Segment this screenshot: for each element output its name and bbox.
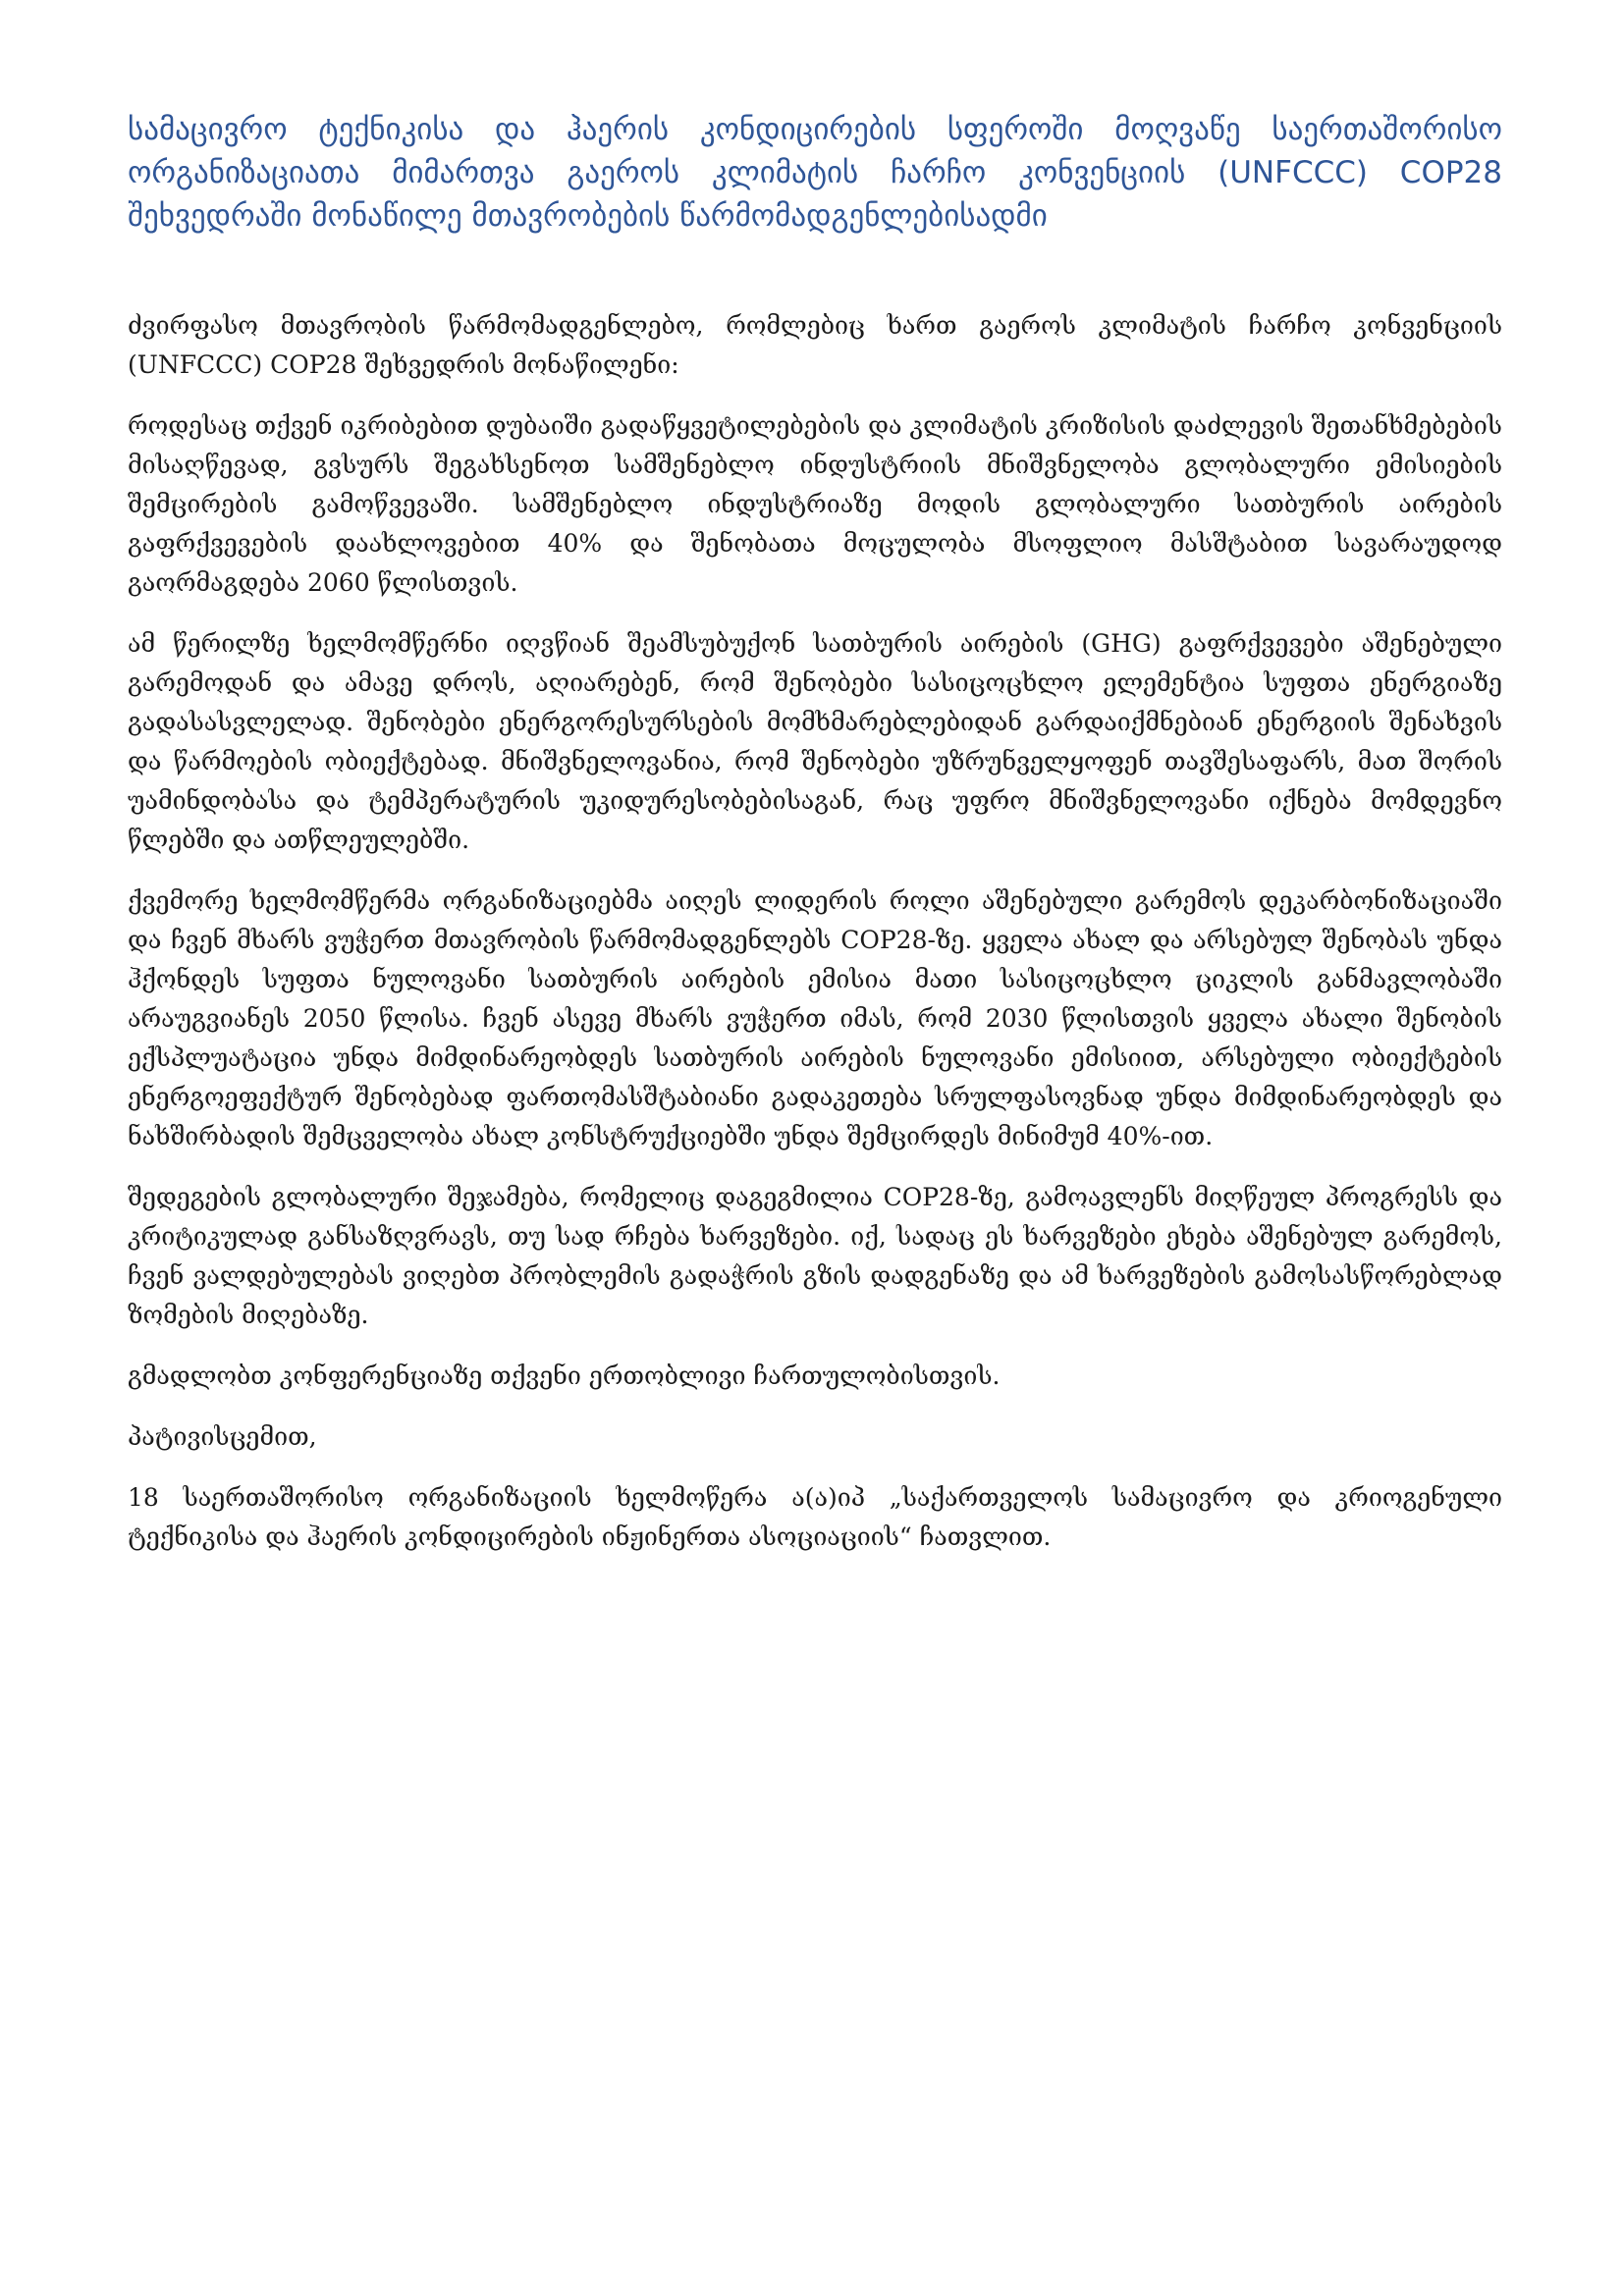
paragraph-global-stocktake: შედეგების გლობალური შეჯამება, რომელიც დაგეგმილია COP28-ზე, გამოავლენს მიღწეულ პროგრესს და კრიტიკულად განსაზღვრავს, თუ სად რჩება ხარვეზები. იქ, სადაც ეს ხარვეზები ეხება აშენებულ გარემოს, ჩვენ ვალდებულებას ვიღებთ პრობლემის გადაჭრის გზის დადგენაზე და ამ ხარვეზების გამოსასწორებლად ზომების მიღებაზე. [128, 1183, 1502, 1329]
document-page [128, 108, 1502, 1578]
paragraph-signatories: ამ წერილზე ხელმომწერნი იღვწიან შეამსუბუქონ სათბურის აირების (GHG) გაფრქვევები აშენებული გარემოდან და ამავე დროს, აღიარებენ, რომ შენობები სასიცოცხლო ელემენტია სუფთა ენერგიაზე გადასასვლელად. შენობები ენერგორესურსების მომხმარებლებიდან გარდაიქმნებიან ენერგიის შენახვის და წარმოების ობიექტებად. მნიშვნელოვანია, რომ შენობები უზრუნველყოფენ თავშესაფარს, მათ შორის უამინდობასა და ტემპერატურის უკიდურესობებისაგან, რაც უფრო მნიშვნელოვანი იქნება მომდევნო წლებში და ათწლეულებში. [128, 629, 1502, 854]
paragraph-leadership: ქვემორე ხელმომწერმა ორგანიზაციებმა აიღეს ლიდერის როლი აშენებული გარემოს დეკარბონიზაციაში და ჩვენ მხარს ვუჭერთ მთავრობის წარმომადგენლებს COP28-ზე. ყველა ახალ და არსებულ შენობას უნდა ჰქონდეს სუფთა ნულოვანი სათბურის აირების ემისია მათი სასიცოცხლო ციკლის განმავლობაში არაუგვიანეს 2050 წლისა. ჩვენ ასევე მხარს ვუჭერთ იმას, რომ 2030 წლისთვის ყველა ახალი შენობის ექსპლუატაცია უნდა მიმდინარეობდეს სათბურის აირების ნულოვანი ემისიით, არსებული ობიექტების ენერგოეფექტურ შენობებად ფართომასშტაბიანი გადაკეთება სრულფასოვნად უნდა მიმდინარეობდეს და ნახშირბადის შემცველობა ახალ კონსტრუქციებში უნდა შემცირდეს მინიმუმ 40%-ით. [128, 886, 1502, 1150]
paragraph-thanks: გმადლობთ კონფერენციაზე თქვენი ერთობლივი ჩართულობისთვის. [128, 1362, 1001, 1390]
paragraph-signature: 18 საერთაშორისო ორგანიზაციის ხელმოწერა ა(ა)იპ „საქართველოს სამაცივრო და კრიოგენული ტექნიკისა და ჰაერის კონდიცირების ინჟინერთა ასოციაციის“ ჩათვლით. [128, 1483, 1502, 1551]
document-title: სამაცივრო ტექნიკისა და ჰაერის კონდიცირების სფეროში მოღვაწე საერთაშორისო ორგანიზაციათა მიმართვა გაეროს კლიმატის ჩარჩო კონვენციის (UNFCCC) COP28 შეხვედრაში მონაწილე მთავრობების წარმომადგენლებისადმი [128, 112, 1502, 234]
paragraph-intro: როდესაც თქვენ იკრიბებით დუბაიში გადაწყვეტილებების და კლიმატის კრიზისის დაძლევის შეთანხმებების მისაღწევად, გვსურს შეგახსენოთ სამშენებლო ინდუსტრიის მნიშვნელობა გლობალური ემისიების შემცირების გამოწვევაში. სამშენებლო ინდუსტრიაზე მოდის გლობალური სათბურის აირების გაფრქვევების დაახლოვებით 40% და შენობათა მოცულობა მსოფლიო მასშტაბით სავარაუდოდ გაორმაგდება 2060 წლისთვის. [128, 411, 1502, 597]
paragraph-closing: პატივისცემით, [128, 1422, 317, 1451]
paragraph-salutation: ძვირფასო მთავრობის წარმომადგენლებო, რომლებიც ხართ გაეროს კლიმატის ჩარჩო კონვენციის (UNFCCC) COP28 შეხვედრის მონაწილენი: [128, 311, 1502, 379]
